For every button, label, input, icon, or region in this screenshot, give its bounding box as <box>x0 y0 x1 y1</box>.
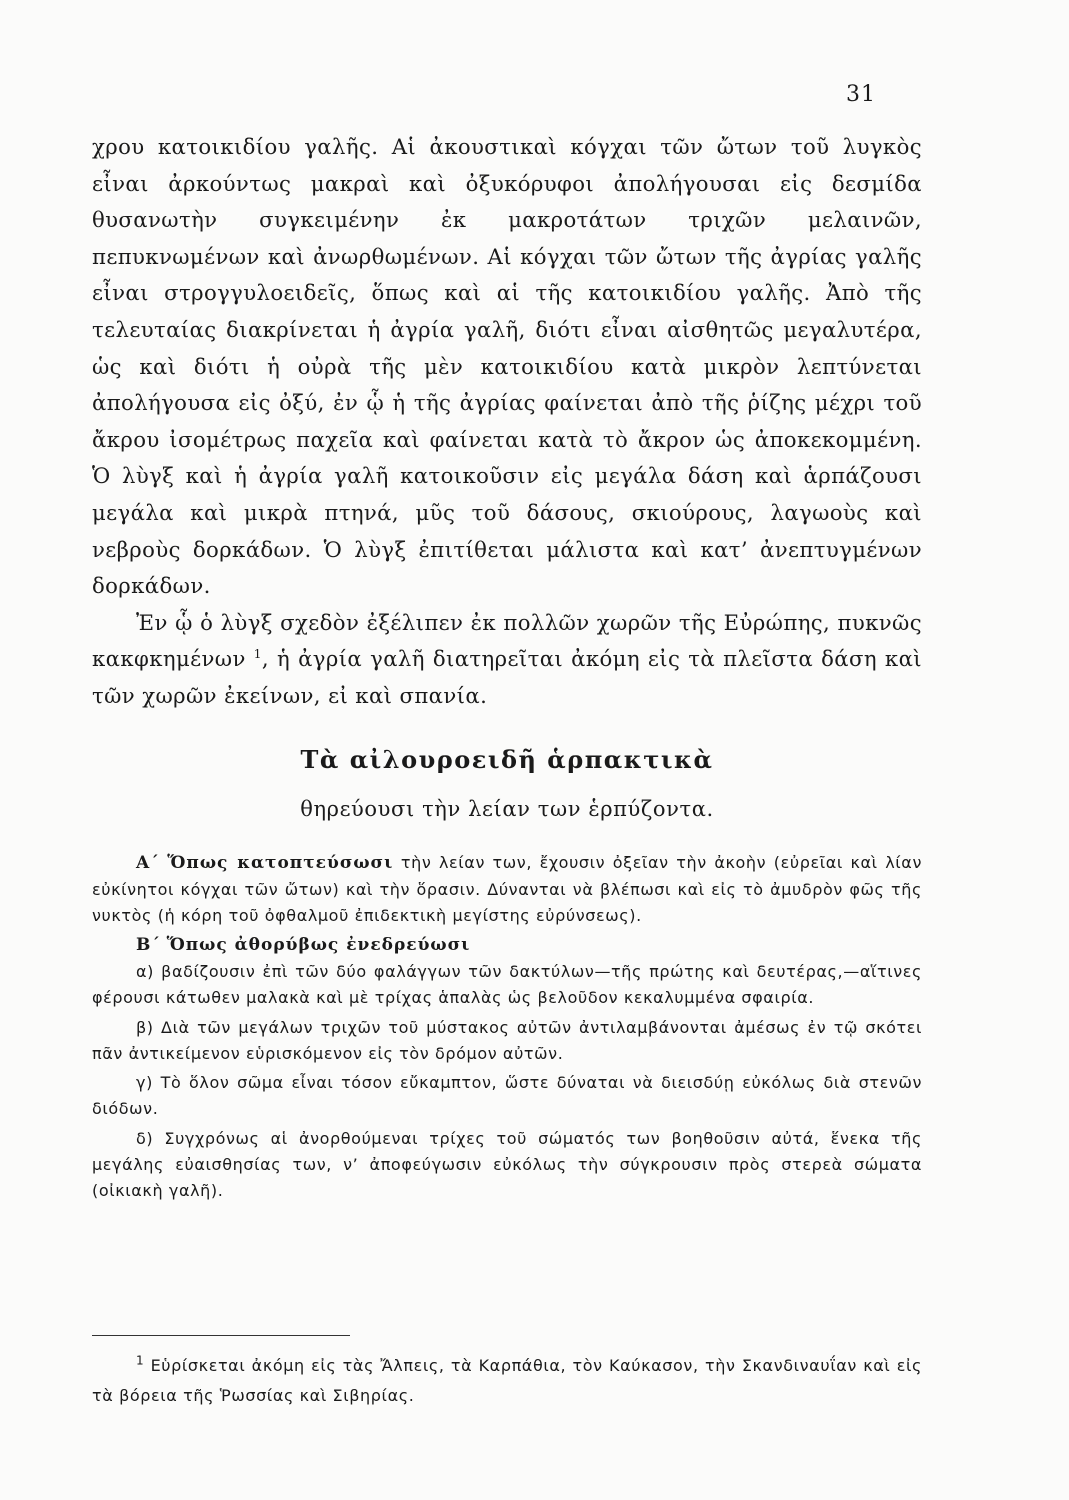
paragraph-1: χρου κατοικιδίου γαλῆς. Αἱ ἀκουστικαὶ κόγχαι τῶν ὤτων τοῦ λυγκὸς εἶναι ἀρκούντως μακραὶ καὶ ὀξυκόρυφοι ἀπολήγουσαι εἰς δεσμίδα θυσανωτὴν συγκειμένην ἐκ μακροτάτων τριχῶν μελαινῶν, πεπυκνωμένων καὶ ἀνωρθωμένων. Αἱ κόγχαι τῶν ὤτων τῆς ἀγρίας γαλῆς εἶναι στρογγυλοειδεῖς, ὅπως καὶ αἱ τῆς κατοικιδίου γαλῆς. Ἀπὸ τῆς τελευταίας διακρίνεται ἡ ἀγρία γαλῆ, διότι εἶναι αἰσθητῶς μεγαλυτέρα, ὡς καὶ διότι ἡ οὐρὰ τῆς μὲν κατοικιδίου κατὰ μικρὸν λεπτύνεται ἀπολήγουσα εἰς ὀξύ, ἐν ᾧ ἡ τῆς ἀγρίας φαίνεται ἀπὸ τῆς ῥίζης μέχρι τοῦ ἄκρου ἰσομέτρως παχεῖα καὶ φαίνεται κατὰ τὸ ἄκρον ὡς ἀποκεκομμένη. Ὁ λὺγξ καὶ ἡ ἀγρία γαλῆ κατοικοῦσιν εἰς μεγάλα δάση καὶ ἁρπάζουσι μεγάλα καὶ μικρὰ πτηνά, μῦς τοῦ δάσους, σκιούρους, λαγωοὺς καὶ νεβροὺς δορκάδων. Ὁ λὺγξ ἐπιτίθεται μάλιστα καὶ κατ’ ἀνεπτυγμένων δορκάδων. <box>92 134 922 599</box>
point-a-text: τὴν λείαν των, ἔχουσιν ὀξεῖαν τὴν ἀκοὴν (εὐρεῖαι καὶ λίαν εὐκίνητοι κόγχαι τῶν ὤτων) καὶ τὴν ὅρασιν. Δύνανται νὰ βλέπωσι καὶ εἰς τὸ ἀμυδρὸν φῶς τῆς νυκτὸς (ἡ κόρη τοῦ ὀφθαλμοῦ ἐπιδεκτικὴ μεγίστης εὐρύνσεως). <box>92 853 922 925</box>
footnote-divider <box>92 1335 350 1336</box>
list-item-a: α) βαδίζουσιν ἐπὶ τῶν δύο φαλάγγων τῶν δακτύλων—τῆς πρώτης καὶ δευτέρας,—αἵτινες φέρουσι κάτωθεν μαλακὰ καὶ μὲ τρίχας ἁπαλὰς ὡς βελοῦδον κεκαλυμμένα σφαιρία. <box>92 962 922 1007</box>
footnote <box>92 1351 922 1411</box>
section-subtitle: θηρεύουσι τὴν λείαν των ἑρπύζοντα. <box>300 797 714 821</box>
point-b <box>92 932 922 959</box>
point-b-heading: Ὅπως ἀθορύβως ἐνεδρεύωσι <box>166 935 471 956</box>
paragraph-2-end: , ἡ ἀγρία γαλῆ διατηρεῖται ἀκόμη εἰς τὰ πλεῖστα δάση καὶ τῶν χωρῶν ἐκείνων, εἰ καὶ σπανία. <box>92 646 922 708</box>
footnote-text: Εὑρίσκεται ἀκόμη εἰς τὰς Ἄλπεις, τὰ Καρπάθια, τὸν Καύκασον, τὴν Σκανδιναυΐαν καὶ εἰς τὰ βόρεια τῆς Ῥωσσίας καὶ Σιβηρίας. <box>92 1356 923 1405</box>
list-item-b: β) Διὰ τῶν μεγάλων τριχῶν τοῦ μύστακος αὐτῶν ἀντιλαμβάνονται ἀμέσως ἐν τῷ σκότει πᾶν ἀντικείμενον εὑρισκόμενον εἰς τὸν δρόμον αὐτῶν. <box>92 1017 922 1063</box>
point-a-heading: Ὅπως κατοπτεύσωσι <box>167 853 394 873</box>
page-number: 31 <box>846 82 876 107</box>
point-a-label: Α΄ <box>136 853 160 873</box>
paragraph-2-start: Ἐν ᾧ ὁ λὺγξ σχεδὸν ἐξέλιπεν ἐκ πολλῶν χωρῶν τῆς Εὐρώπης, πυκνῶς κακφκημένων <box>92 609 922 672</box>
footnote-reference: 1 <box>253 647 262 662</box>
point-a <box>92 850 922 928</box>
feature-list <box>92 850 922 1203</box>
list-item-c: γ) Τὸ ὅλον σῶμα εἶναι τόσον εὔκαμπτον, ὥστε δύναται νὰ διεισδύῃ εὐκόλως διὰ στενῶν διόδων. <box>92 1073 922 1119</box>
body-text <box>92 129 922 715</box>
section-title: Τὰ αἰλουροειδῆ ἁρπακτικὰ <box>300 745 714 774</box>
point-b-label: Β΄ <box>136 935 161 956</box>
footnote-mark: 1 <box>136 1353 145 1368</box>
paragraph-2 <box>92 605 922 715</box>
list-item-d: δ) Συγχρόνως αἱ ἀνορθούμεναι τρίχες τοῦ σώματός των βοηθοῦσιν αὐτά, ἕνεκα τῆς μεγάλης εὐαισθησίας των, ν’ ἀποφεύγωσιν εὐκόλως τὴν σύγκρουσιν πρὸς στερεὰ σώματα (οἰκιακὴ γαλῆ). <box>92 1128 922 1200</box>
